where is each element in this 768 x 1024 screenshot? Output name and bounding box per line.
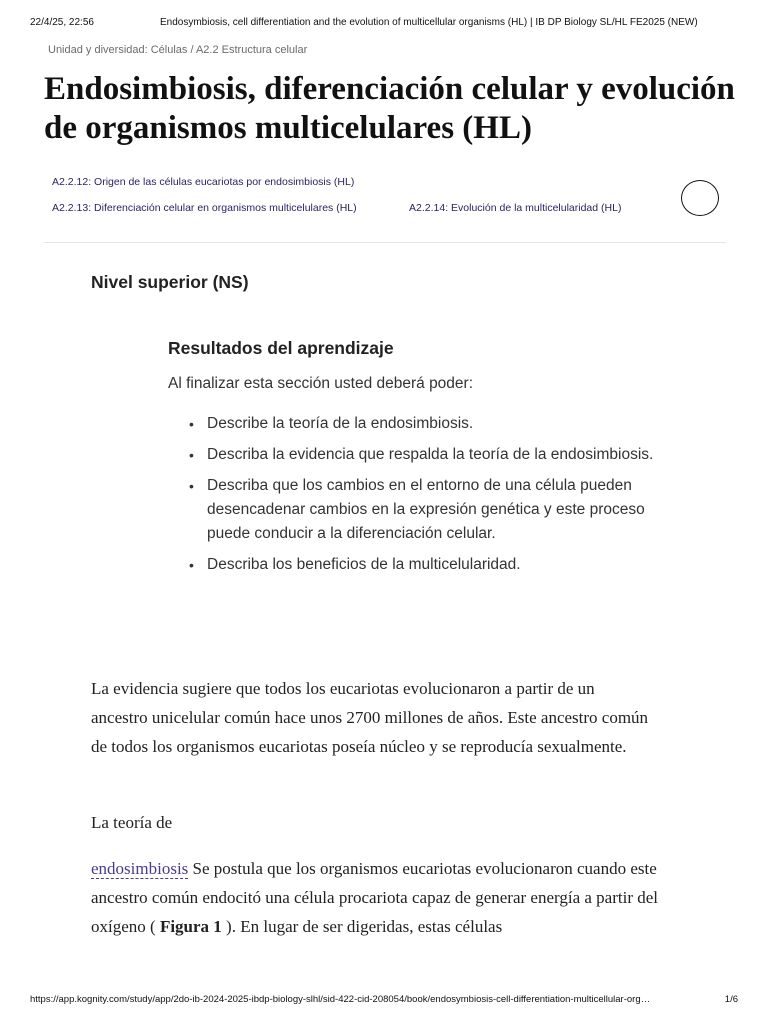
outcome-text: Describa la evidencia que respalda la teoría de la endosimbiosis. [207,446,654,463]
bullet-icon: • [189,478,194,494]
para3-text-b: ). En lugar de ser digeridas, estas células [221,917,503,936]
circle-button[interactable] [681,180,719,216]
subsection-link-a2-2-13[interactable]: A2.2.13: Diferenciación celular en organismos multicelulares (HL) [52,202,357,214]
outcomes-title: Resultados del aprendizaje [168,338,394,358]
glossary-term-link[interactable]: endosimbiosis [91,859,189,878]
list-item [189,553,657,577]
outcomes-list [189,412,657,584]
print-header [30,17,738,31]
bullet-icon: • [189,557,194,573]
subsection-link-a2-2-12[interactable]: A2.2.12: Origen de las células eucariotas por endosimbiosis (HL) [52,176,355,188]
print-page-title: Endosymbiosis, cell differentiation and the evolution of multicellular organisms (HL) | IB DP Biology SL/HL FE2025 (NEW) [160,17,698,28]
body-paragraph-2: La teoría de [91,813,173,832]
outcome-text: Describa los beneficios de la multicelularidad. [207,556,521,573]
bullet-icon: • [189,416,194,432]
outcome-text: Describa que los cambios en el entorno de una célula pueden desencadenar cambios en la expresión genética y este proceso puede conducir a la diferenciación celular. [207,477,645,542]
list-item [189,412,657,436]
subsection-link-a2-2-14[interactable]: A2.2.14: Evolución de la multicelularidad (HL) [409,202,622,214]
body-paragraph-3 [91,854,681,941]
print-page-number: 1/6 [724,994,738,1005]
level-heading: Nivel superior (NS) [91,272,249,292]
para3-text-a: Se postula que los organismos eucariotas evolucionaron cuando este ancestro común endocitó una célula procariota capaz de generar energía a partir del oxígeno ( [91,859,659,936]
list-item [189,474,657,546]
divider [44,242,726,243]
print-url: https://app.kognity.com/study/app/2do-ib-2024-2025-ibdp-biology-slhl/sid-422-cid-208054/book/endosymbiosis-cell-differentiation-multicellular-org… [30,994,651,1005]
breadcrumb[interactable]: Unidad y diversidad: Células / A2.2 Estructura celular [48,44,308,56]
figure-reference: Figura 1 [159,917,222,936]
outcomes-intro: Al finalizar esta sección usted deberá poder: [168,375,474,392]
body-paragraph-1: La evidencia sugiere que todos los eucariotas evolucionaron a partir de un ancestro unicelular común hace unos 2700 millones de años. Este ancestro común de todos los organismos eucariotas poseía núcleo y se reproducía sexualmente. [91,679,649,756]
print-footer [30,994,738,1008]
page-title: Endosimbiosis, diferenciación celular y evolución de organismos multicelulares (HL) [44,71,735,146]
outcome-text: Describe la teoría de la endosimbiosis. [207,415,474,432]
bullet-icon: • [189,447,194,463]
print-datetime: 22/4/25, 22:56 [30,17,94,28]
list-item [189,443,657,467]
